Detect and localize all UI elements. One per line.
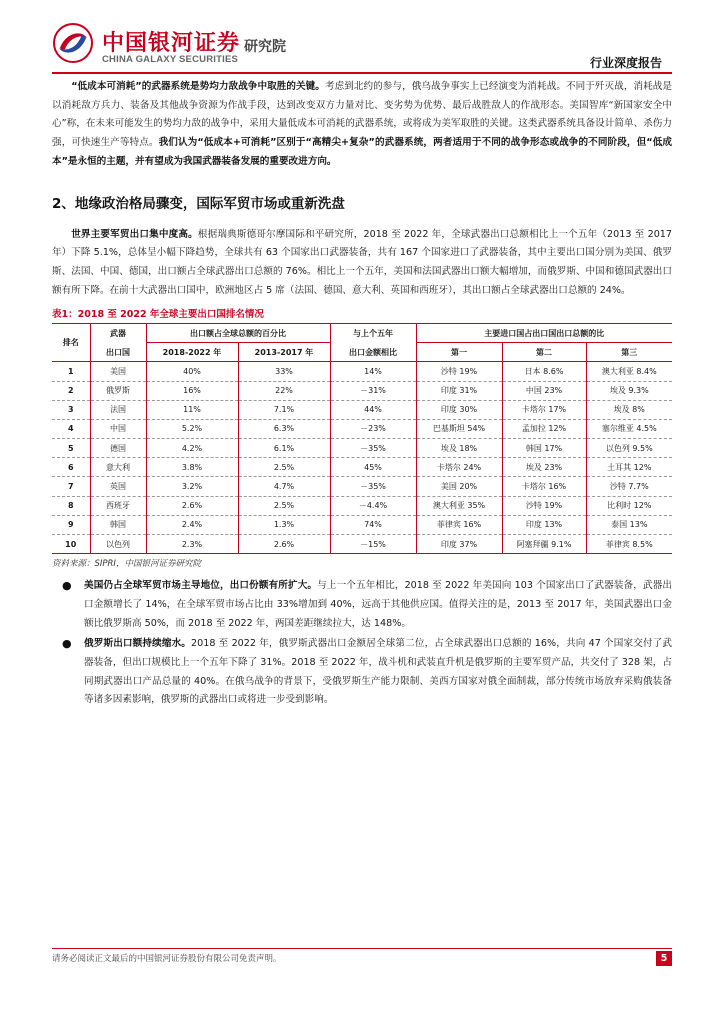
cell-rank: 10 — [52, 535, 90, 554]
cell-share-a: 5.2% — [146, 419, 238, 438]
table-source: 资料来源：SIPRI，中国银河证券研究院 — [52, 559, 201, 570]
cell-share-b: 2.5% — [238, 496, 330, 515]
cell-share-b: 22% — [238, 381, 330, 400]
cell-change: 44% — [330, 400, 416, 419]
cell-country: 意大利 — [90, 458, 146, 477]
table-body — [52, 362, 672, 554]
cell-share-a: 3.2% — [146, 477, 238, 496]
cell-importer-3: 沙特 7.7% — [586, 477, 672, 496]
table-row — [52, 362, 672, 381]
logo-subtitle: 研究院 — [244, 39, 286, 55]
cell-importer-2: 埃及 23% — [502, 458, 586, 477]
section-title: 2、地缘政治格局骤变，国际军贸市场或重新洗盘 — [52, 195, 345, 212]
cell-importer-2: 日本 8.6% — [502, 362, 586, 381]
cell-change: 74% — [330, 515, 416, 534]
galaxy-logo-icon — [52, 22, 94, 64]
cell-rank: 7 — [52, 477, 90, 496]
table-row — [52, 419, 672, 438]
cell-rank: 3 — [52, 400, 90, 419]
cell-importer-1: 埃及 18% — [416, 439, 502, 458]
cell-importer-3: 比利时 12% — [586, 496, 672, 515]
cell-change: －35% — [330, 477, 416, 496]
table-header-row — [52, 324, 672, 343]
header-importers: 主要进口国占出口国出口总额的比 — [416, 324, 672, 343]
header-share-a: 2018-2022 年 — [146, 343, 238, 362]
cell-rank: 4 — [52, 419, 90, 438]
cell-rank: 5 — [52, 439, 90, 458]
list-item — [52, 635, 672, 710]
logo-chinese-name: 中国银河证券 — [102, 31, 241, 56]
cell-importer-1: 菲律宾 16% — [416, 515, 502, 534]
cell-change: 45% — [330, 458, 416, 477]
cell-share-a: 2.6% — [146, 496, 238, 515]
table-row — [52, 515, 672, 534]
cell-importer-2: 阿塞拜疆 9.1% — [502, 535, 586, 554]
cell-share-a: 4.2% — [146, 439, 238, 458]
cell-country: 西班牙 — [90, 496, 146, 515]
cell-importer-1: 卡塔尔 24% — [416, 458, 502, 477]
cell-rank: 6 — [52, 458, 90, 477]
cell-importer-1: 印度 31% — [416, 381, 502, 400]
header-third: 第三 — [586, 343, 672, 362]
table-title: 表1：2018 至 2022 年全球主要出口国排名情况 — [52, 309, 264, 321]
cell-share-b: 6.1% — [238, 439, 330, 458]
table-subheader-row — [52, 343, 672, 362]
cell-share-b: 6.3% — [238, 419, 330, 438]
cell-share-a: 2.3% — [146, 535, 238, 554]
section-paragraph-text: 根据瑞典斯德哥尔摩国际和平研究所，2018 至 2022 年，全球武器出口总额相比上一个五年（2013 至 2017 年）下降 5.1%，总体呈小幅下降趋势，全球共有 63 个国家出口武器装备，共有 167 个国家进口了武器装备，其中主要出口国分别为美国、俄罗斯、法国、中国、德国，出口额占全球武器出口总额的 76%。相比上一个五年，美国和法国武器出口额大幅增加，而俄罗斯、中国和德国武器出口额有所下降。在前十大武器出口国中，欧洲地区占 5 席（法国、德国、意大利、英国和西班牙），其出口额占全球武器出口总额的 24%。 — [52, 228, 673, 296]
cell-change: －35% — [330, 439, 416, 458]
intro-bold-2: 我们认为“低成本+可消耗”区别于“高精尖+复杂”的武器系统，两者适用于不同的战争形态或战争的不同阶段，但“低成本”是永恒的主题，并有望成为我国武器装备发展的重要改进方向。 — [52, 137, 672, 167]
bullet-dot-icon: ● — [62, 579, 72, 593]
cell-importer-3: 泰国 13% — [586, 515, 672, 534]
table-row — [52, 400, 672, 419]
header-first: 第一 — [416, 343, 502, 362]
header-second: 第二 — [502, 343, 586, 362]
cell-share-b: 33% — [238, 362, 330, 381]
cell-importer-3: 以色列 9.5% — [586, 439, 672, 458]
cell-change: 14% — [330, 362, 416, 381]
cell-share-a: 16% — [146, 381, 238, 400]
cell-rank: 9 — [52, 515, 90, 534]
header-country-bottom: 出口国 — [90, 343, 146, 362]
cell-importer-2: 中国 23% — [502, 381, 586, 400]
cell-importer-3: 埃及 8% — [586, 400, 672, 419]
cell-share-b: 2.6% — [238, 535, 330, 554]
list-item — [52, 577, 672, 633]
intro-text: 考虑到北约的参与，俄乌战争事实上已经演变为消耗战。不同于歼灭战，消耗战是以消耗敌方兵力、装备及其他战争资源为作战手段，达到改变双方力量对比、变劣势为优势、最后战胜敌人的作战形态。美国智库“新国家安全中心”称，在未来可能发生的势均力敌的战争中，采用大量低成本可消耗的武器系统，或将成为美军取胜的关键。这类武器系统具备设计简单、杀伤力强，可快速生产等特点。 — [52, 81, 672, 149]
header-share-b: 2013-2017 年 — [238, 343, 330, 362]
cell-importer-1: 沙特 19% — [416, 362, 502, 381]
cell-change: －4.4% — [330, 496, 416, 515]
cell-change: －31% — [330, 381, 416, 400]
table-row — [52, 381, 672, 400]
page-header — [0, 0, 724, 80]
bullet-text: 2018 至 2022 年，俄罗斯武器出口金额居全球第二位，占全球武器出口总额的 16%，共向 47 个国家交付了武器装备，但出口规模比上一个五年下降了 31%。2018 至 2022 年，战斗机和武装直升机是俄罗斯的主要军贸产品，共交付了 328 架，占同期武器出口产品总量的 40%。在俄乌战争的背景下，受俄罗斯生产能力限制、美西方国家对俄全面制裁，部分传统市场放弃采购俄装备等诸多因素影响，俄罗斯的武器出口或将进一步受到影响。 — [84, 638, 673, 706]
exporters-table — [52, 323, 672, 554]
table-row — [52, 477, 672, 496]
header-share: 出口额占全球总额的百分比 — [146, 324, 330, 343]
section-paragraph — [52, 226, 672, 301]
cell-importer-3: 菲律宾 8.5% — [586, 535, 672, 554]
cell-importer-3: 埃及 9.3% — [586, 381, 672, 400]
cell-rank: 1 — [52, 362, 90, 381]
cell-country: 俄罗斯 — [90, 381, 146, 400]
cell-importer-2: 卡塔尔 17% — [502, 400, 586, 419]
cell-importer-3: 澳大利亚 8.4% — [586, 362, 672, 381]
logo-english-name: CHINA GALAXY SECURITIES — [102, 54, 239, 65]
header-change-bottom: 出口金额相比 — [330, 343, 416, 362]
bullet-list — [52, 577, 672, 710]
cell-change: －23% — [330, 419, 416, 438]
cell-share-a: 11% — [146, 400, 238, 419]
header-change-top: 与上个五年 — [330, 324, 416, 343]
header-divider — [52, 72, 672, 74]
table-row — [52, 535, 672, 554]
cell-share-a: 2.4% — [146, 515, 238, 534]
intro-paragraph — [52, 78, 672, 172]
report-type-label: 行业深度报告 — [589, 56, 662, 70]
cell-importer-1: 巴基斯坦 54% — [416, 419, 502, 438]
bullet-bold: 俄罗斯出口额持续缩水。 — [84, 638, 192, 650]
cell-importer-2: 卡塔尔 16% — [502, 477, 586, 496]
cell-importer-2: 孟加拉 12% — [502, 419, 586, 438]
cell-importer-3: 塞尔维亚 4.5% — [586, 419, 672, 438]
cell-share-b: 4.7% — [238, 477, 330, 496]
main-content — [52, 78, 672, 712]
section-paragraph-bold: 世界主要军贸出口集中度高。 — [71, 228, 198, 240]
cell-importer-2: 印度 13% — [502, 515, 586, 534]
cell-importer-1: 澳大利亚 35% — [416, 496, 502, 515]
cell-rank: 8 — [52, 496, 90, 515]
cell-country: 美国 — [90, 362, 146, 381]
bullet-dot-icon: ● — [62, 637, 72, 651]
cell-importer-1: 印度 37% — [416, 535, 502, 554]
cell-country: 英国 — [90, 477, 146, 496]
cell-share-b: 2.5% — [238, 458, 330, 477]
cell-importer-1: 印度 30% — [416, 400, 502, 419]
bullet-bold: 美国仍占全球军贸市场主导地位，出口份额有所扩大。 — [84, 580, 318, 592]
table-row — [52, 496, 672, 515]
header-country-top: 武器 — [90, 324, 146, 343]
footer-disclaimer: 请务必阅读正文最后的中国银河证券股份有限公司免责声明。 — [52, 954, 282, 964]
cell-share-a: 3.8% — [146, 458, 238, 477]
header-rank: 排名 — [52, 324, 90, 362]
cell-country: 德国 — [90, 439, 146, 458]
intro-bold-1: “低成本可消耗”的武器系统是势均力敌战争中取胜的关键。 — [71, 81, 325, 92]
footer-divider — [52, 948, 672, 949]
cell-importer-2: 沙特 19% — [502, 496, 586, 515]
cell-country: 韩国 — [90, 515, 146, 534]
cell-share-a: 40% — [146, 362, 238, 381]
bullet-text: 与上一个五年相比，2018 至 2022 年美国向 103 个国家出口了武器装备，武器出口金额增长了 14%，在全球军贸市场占比由 33%增加到 40%，远高于其他供应国。值得关注的是，2013 至 2017 年，美国武器出口金额比俄罗斯高 50%，而 2018 至 2022 年，两国差距继续拉大，达 148%。 — [84, 580, 673, 629]
cell-importer-1: 美国 20% — [416, 477, 502, 496]
cell-change: －15% — [330, 535, 416, 554]
cell-importer-3: 土耳其 12% — [586, 458, 672, 477]
cell-share-b: 1.3% — [238, 515, 330, 534]
cell-share-b: 7.1% — [238, 400, 330, 419]
cell-importer-2: 韩国 17% — [502, 439, 586, 458]
table-row — [52, 439, 672, 458]
page-number: 5 — [656, 951, 672, 966]
cell-country: 中国 — [90, 419, 146, 438]
cell-country: 法国 — [90, 400, 146, 419]
table-row — [52, 458, 672, 477]
cell-rank: 2 — [52, 381, 90, 400]
cell-country: 以色列 — [90, 535, 146, 554]
